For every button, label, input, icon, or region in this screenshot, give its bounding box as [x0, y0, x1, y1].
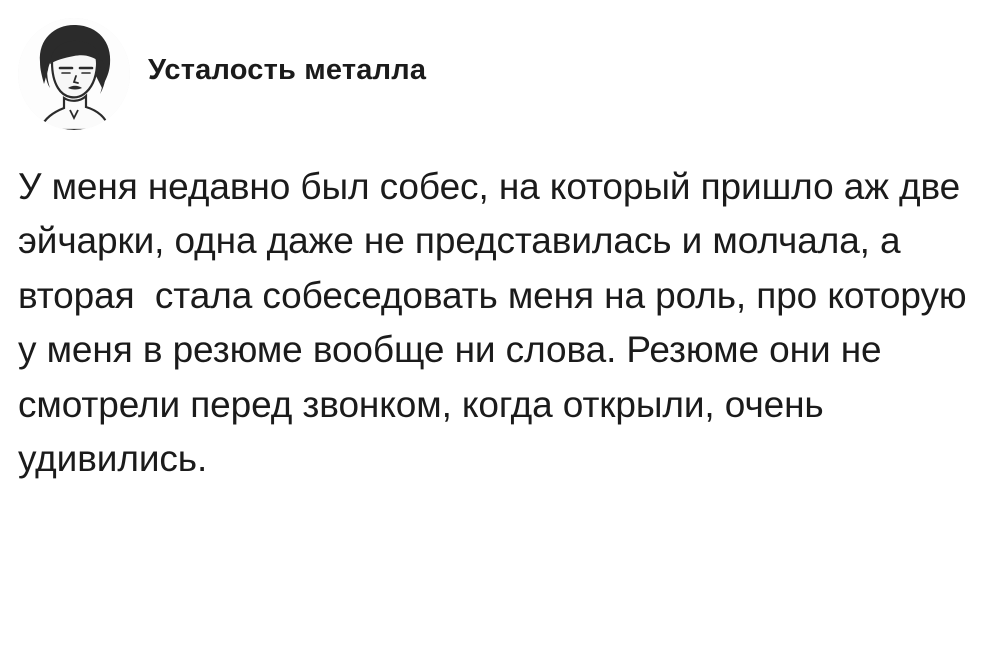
avatar[interactable]	[18, 18, 130, 130]
avatar-portrait-icon	[18, 18, 130, 130]
post-text: У меня недавно был собес, на который пришло аж две эйчарки, одна даже не представилась и молчала, а вторая стала собеседовать меня на роль, про которую у меня в резюме вообще ни слова. Резюме они не смотрели перед звонком, когда открыли, очень удивились.	[18, 166, 977, 479]
post-author-name[interactable]: Усталость металла	[148, 54, 427, 87]
post-header	[18, 14, 982, 134]
